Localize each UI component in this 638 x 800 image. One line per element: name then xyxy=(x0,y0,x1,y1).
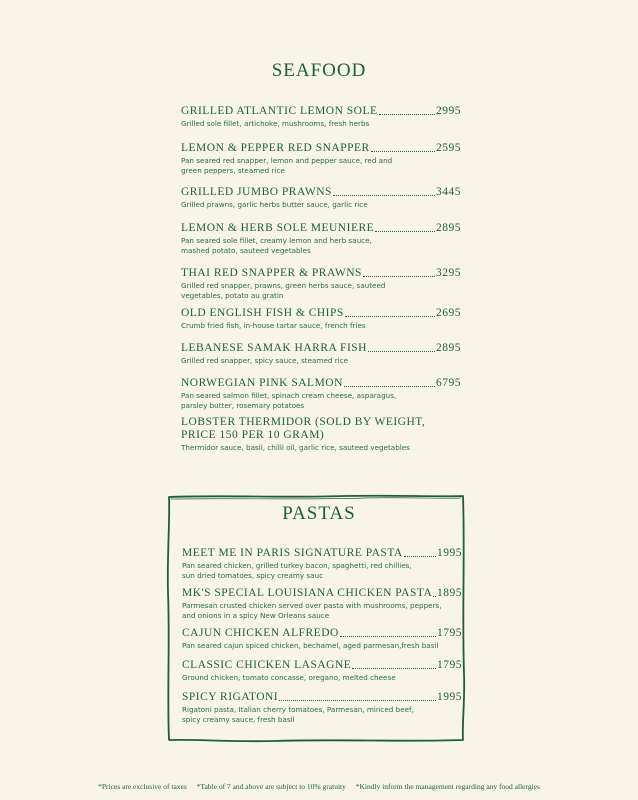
item-description: Thermidor sauce, basil, chilli oil, garlic rice, sauteed vegetables xyxy=(181,443,410,452)
item-name: GRILLED ATLANTIC LEMON SOLE xyxy=(181,105,378,117)
item-price: 6795 xyxy=(436,377,461,389)
item-name: MEET ME IN PARIS SIGNATURE PASTA xyxy=(182,547,403,559)
item-price: 2695 xyxy=(436,307,461,319)
item-price: 1895 xyxy=(437,587,462,599)
item-price: 3445 xyxy=(436,186,461,198)
menu-item xyxy=(181,104,461,141)
item-name: LEBANESE SAMAK HARRA FISH xyxy=(181,342,367,354)
leader-dots xyxy=(433,596,436,597)
leader-dots xyxy=(333,195,435,196)
pastas-section-title: PASTAS xyxy=(282,503,356,524)
item-name: SPICY RIGATONI xyxy=(182,691,279,703)
item-description: Pan seared salmon fillet, spinach cream cheese, asparagus, parsley butter, rosemary potatoes xyxy=(181,391,397,410)
menu-item xyxy=(181,266,461,306)
menu-item xyxy=(181,416,461,453)
footer-note-allergies: *Kindly inform the management regarding any food allergies xyxy=(355,782,540,791)
leader-dots xyxy=(371,151,435,152)
item-name: LOBSTER THERMIDOR (SOLD BY WEIGHT, PRICE 150 PER 10 GRAM) xyxy=(181,416,426,441)
item-name: GRILLED JUMBO PRAWNS xyxy=(181,186,332,198)
leader-dots xyxy=(340,636,436,637)
item-description: Parmesan crusted chicken served over pasta with mushrooms, peppers, and onions in a spicy New Orleans sauce xyxy=(182,601,442,620)
menu-item xyxy=(181,221,461,266)
item-description: Grilled sole fillet, artichoke, mushrooms, fresh herbs xyxy=(181,119,370,128)
item-description: Ground chicken, tomato concasse, oregano, melted cheese xyxy=(182,673,396,682)
item-price: 1795 xyxy=(437,627,462,639)
footer-note-taxes: *Prices are exclusive of taxes xyxy=(98,782,187,791)
item-description: Pan seared chicken, grilled turkey bacon, spaghetti, red chillies, sun dried tomatoes, spicy creamy sauc xyxy=(182,561,412,580)
menu-item xyxy=(181,141,461,185)
item-description: Grilled red snapper, spicy sauce, steamed rice xyxy=(181,356,349,365)
item-name: LEMON & PEPPER RED SNAPPER xyxy=(181,142,370,154)
item-price: 2995 xyxy=(436,105,461,117)
item-description: Pan seared sole fillet, creamy lemon and herb sauce, mashed potato, sauteed vegetables xyxy=(181,236,372,255)
leader-dots xyxy=(279,700,436,701)
item-price: 1795 xyxy=(437,659,462,671)
leader-dots xyxy=(345,316,435,317)
item-description: Pan seared red snapper, lemon and pepper sauce, red and green peppers, steamed rice xyxy=(181,156,393,175)
item-description: Grilled red snapper, prawns, green herbs sauce, sauteed vegetables, potato au gratin xyxy=(181,281,386,300)
item-name: OLD ENGLISH FISH & CHIPS xyxy=(181,307,344,319)
leader-dots xyxy=(379,114,435,115)
leader-dots xyxy=(375,231,435,232)
seafood-item-list xyxy=(181,104,461,453)
menu-item xyxy=(181,376,461,416)
item-price: 2895 xyxy=(436,222,461,234)
item-price: 2595 xyxy=(436,142,461,154)
item-description: Pan seared cajun spiced chicken, bechamel, aged parmesan,fresh basil xyxy=(182,641,439,650)
item-name: CAJUN CHICKEN ALFREDO xyxy=(182,627,339,639)
leader-dots xyxy=(404,556,436,557)
menu-item xyxy=(182,546,462,586)
item-description: Rigatoni pasta, Italian cherry tomatoes, Parmesan, minced beef, spicy creamy sauce, fresh basil xyxy=(182,705,414,724)
item-name: LEMON & HERB SOLE MEUNIERE xyxy=(181,222,375,234)
menu-item xyxy=(182,658,462,690)
item-name: NORWEGIAN PINK SALMON xyxy=(181,377,343,389)
menu-item xyxy=(181,185,461,221)
menu-item xyxy=(181,306,461,341)
menu-item xyxy=(182,626,462,658)
leader-dots xyxy=(352,668,436,669)
pastas-item-list xyxy=(182,546,462,724)
leader-dots xyxy=(344,386,435,387)
item-description: Grilled prawns, garlic herbs butter sauce, garlic rice xyxy=(181,200,368,209)
leader-dots xyxy=(368,351,435,352)
menu-item xyxy=(181,341,461,376)
item-name: THAI RED SNAPPER & PRAWNS xyxy=(181,267,362,279)
footer-notes xyxy=(0,782,638,791)
item-price: 2895 xyxy=(436,342,461,354)
item-name: CLASSIC CHICKEN LASAGNE xyxy=(182,659,352,671)
footer-note-gratuity: *Table of 7 and above are subject to 10% gratuity xyxy=(196,782,346,791)
seafood-section-title: SEAFOOD xyxy=(271,60,367,81)
item-description: Crumb fried fish, in-house tartar sauce, french fries xyxy=(181,321,366,330)
item-price: 3295 xyxy=(436,267,461,279)
menu-item xyxy=(182,690,462,724)
item-price: 1995 xyxy=(437,691,462,703)
menu-item xyxy=(182,586,462,626)
item-price: 1995 xyxy=(437,547,462,559)
item-name: MK'S SPECIAL LOUISIANA CHICKEN PASTA xyxy=(182,587,433,599)
leader-dots xyxy=(363,276,435,277)
